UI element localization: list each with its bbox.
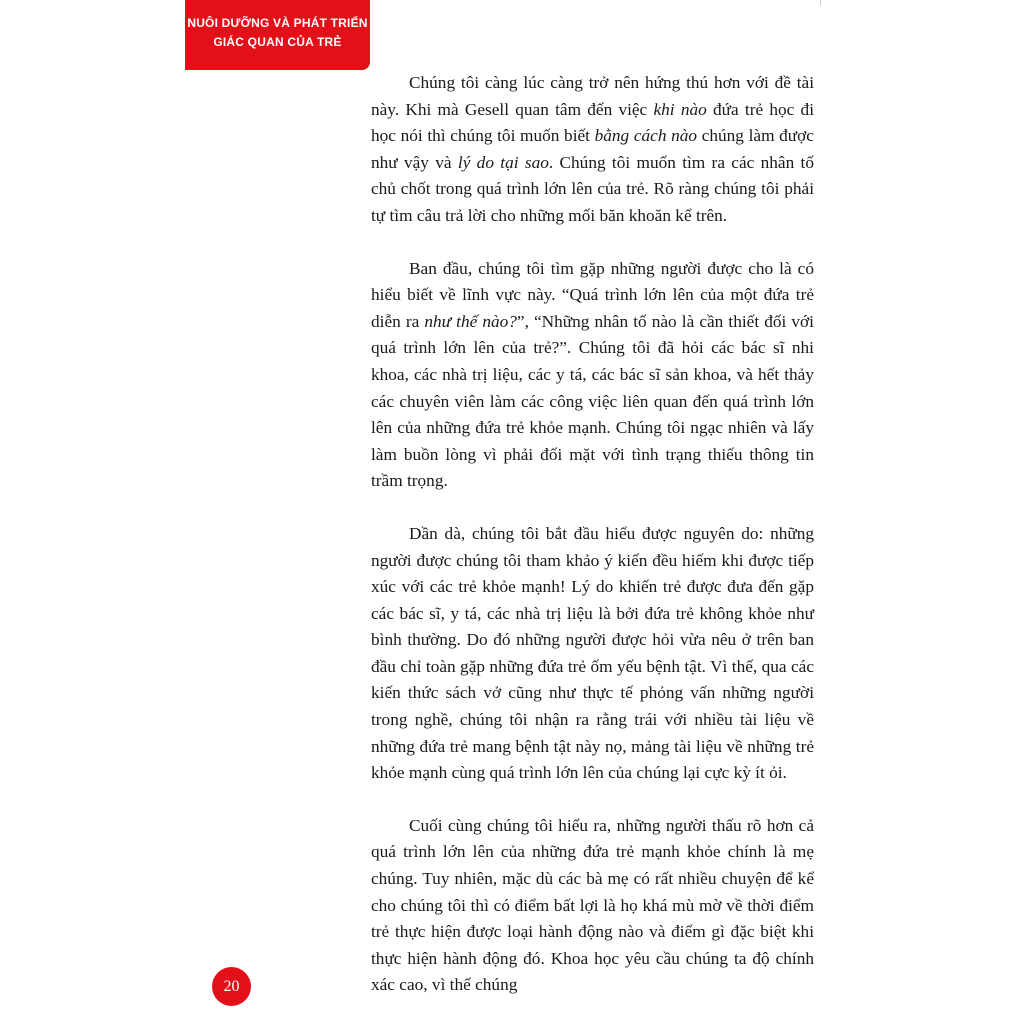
header-title-line-2: GIÁC QUAN CỦA TRẺ <box>213 35 342 49</box>
chapter-header-tab <box>185 0 370 70</box>
paragraph-1-italic-c: lý do tại sao <box>457 152 549 172</box>
header-title-line-1: NUÔI DƯỠNG VÀ PHÁT TRIỂN <box>187 16 368 30</box>
paragraph-4: Cuối cùng chúng tôi hiểu ra, những người thấu rõ hơn cả quá trình lớn lên của những đứa trẻ mạnh khỏe chính là mẹ chúng. Tuy nhiên, mặc dù các bà mẹ có rất nhiều chuyện để kể cho chúng tôi thì có điểm bất lợi là họ khá mù mờ về thời điểm trẻ thực hiện được loại hành động nào và điểm gì đặc biệt khi thực hiện hành động đó. Khoa học yêu cầu chúng ta độ chính xác cao, vì thế chúng <box>371 815 814 995</box>
paragraph-2-italic-a: như thế nào? <box>424 311 517 331</box>
paragraph-1-italic-a: khi nào <box>653 99 707 119</box>
paragraph-2 <box>371 256 814 495</box>
crop-mark <box>820 0 821 6</box>
paragraph-3: Dần dà, chúng tôi bắt đầu hiểu được nguyên do: những người được chúng tôi tham khảo ý kiến đều hiếm khi được tiếp xúc với các trẻ khỏe mạnh! Lý do khiến trẻ được đưa đến gặp các bác sĩ, y tá, các nhà trị liệu là bởi đứa trẻ không khỏe như bình thường. Do đó những người được hỏi vừa nêu ở trên ban đầu chỉ toàn gặp những đứa trẻ ốm yếu bệnh tật. Vì thế, qua các kiến thức sách vở cũng như thực tế phỏng vấn những người trong nghề, chúng tôi nhận ra rằng trái với nhiều tài liệu về những đứa trẻ mang bệnh tật này nọ, mảng tài liệu về những trẻ khỏe mạnh cùng quá trình lớn lên của chúng lại cực kỳ ít ỏi. <box>371 523 814 783</box>
paragraph-1-text-d: . Chúng tôi muốn tìm ra các nhân tố chủ chốt trong quá trình lớn lên của trẻ. Rõ ràng chúng tôi phải tự tìm câu trả lời cho những mối băn khoăn kể trên. <box>371 152 815 225</box>
paragraph-1-text-c: chúng làm được như vậy và <box>371 126 814 172</box>
paragraph-2-text-a: Ban đầu, chúng tôi tìm gặp những người được cho là có hiểu biết về lĩnh vực này. “Quá trình lớn lên của một đứa trẻ diễn ra <box>371 258 814 331</box>
paragraph-1-text-a: Chúng tôi càng lúc càng trở nên hứng thú hơn với đề tài này. Khi mà Gesell quan tâm đến việc <box>371 73 814 119</box>
paragraph-1 <box>371 70 814 230</box>
page-number-badge <box>212 967 251 1006</box>
paragraph-1-text-b: đứa trẻ học đi học nói thì chúng tôi muốn biết <box>371 99 814 146</box>
page-body <box>371 70 814 999</box>
paragraph-1-italic-b: bằng cách nào <box>594 126 698 146</box>
paragraph-2-text-b: ”, “Những nhân tố nào là cần thiết đối với quá trình lớn lên của trẻ?”. Chúng tôi đã hỏi các bác sĩ nhi khoa, các nhà trị liệu, các y tá, các bác sĩ sản khoa, và hết thảy các chuyên viên làm các công việc liên quan đến quá trình lớn lên của những đứa trẻ khỏe mạnh. Chúng tôi ngạc nhiên và lấy làm buồn lòng vì phải đối mặt với tình trạng thiếu thông tin trầm trọng. <box>371 311 814 491</box>
page-number: 20 <box>223 977 240 995</box>
